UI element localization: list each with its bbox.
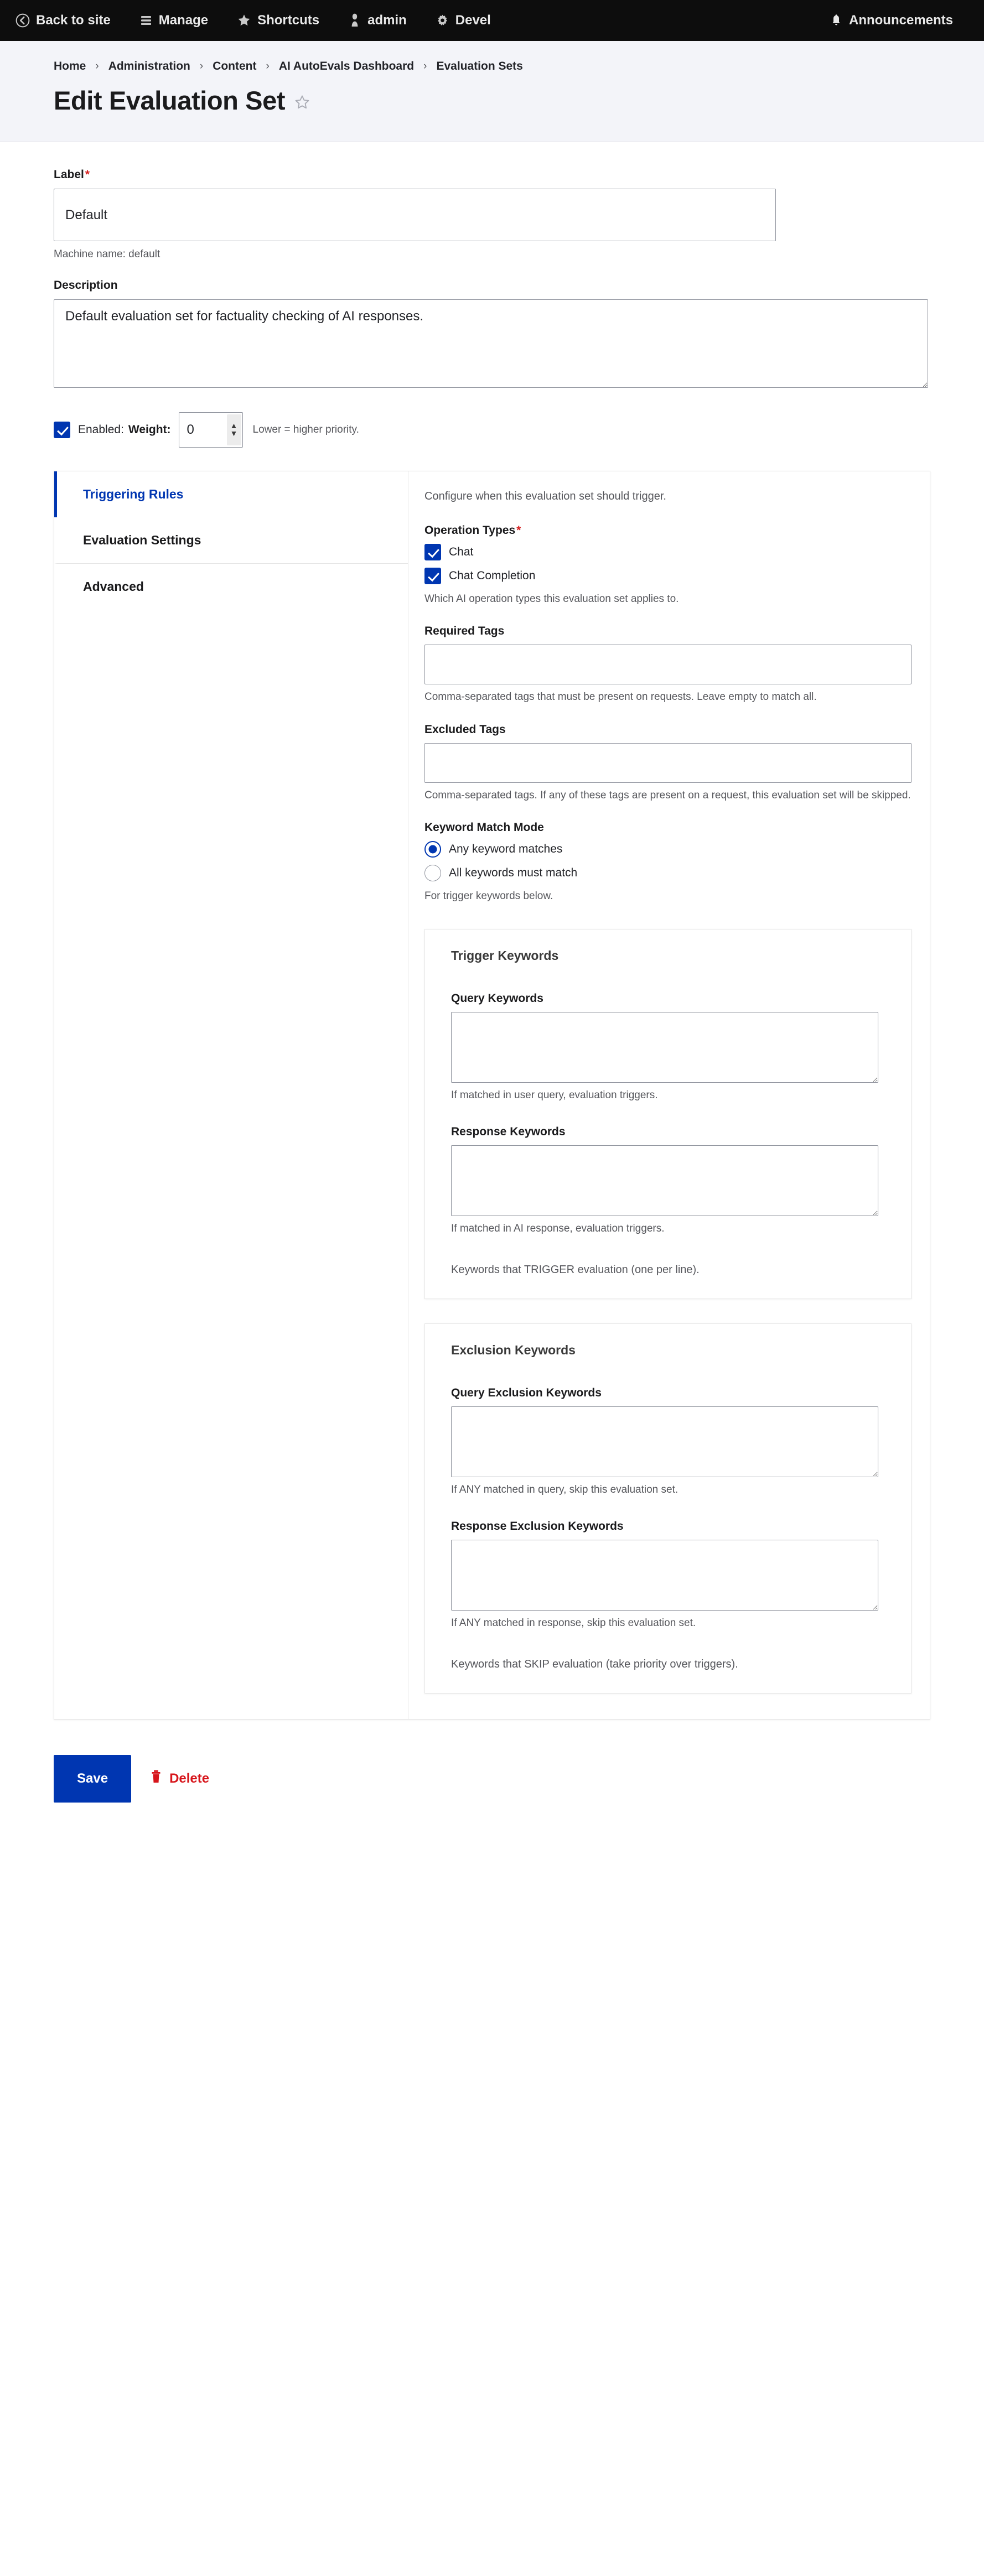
response-exclusion-keywords-textarea[interactable] xyxy=(451,1540,878,1611)
operation-types-label-text: Operation Types xyxy=(424,523,516,537)
toolbar-item-shortcuts[interactable] xyxy=(237,13,334,28)
breadcrumb-item-evaluation-sets[interactable]: Evaluation Sets xyxy=(436,60,523,72)
operation-type-option-chat-completion xyxy=(424,568,912,584)
operation-types-group xyxy=(424,524,912,607)
page-header xyxy=(0,41,984,142)
breadcrumb-separator: › xyxy=(199,60,204,72)
operation-type-chat-completion-label[interactable]: Chat Completion xyxy=(449,569,536,582)
delete-button[interactable] xyxy=(150,1769,209,1788)
operation-type-chat-checkbox[interactable] xyxy=(424,544,441,560)
delete-button-label: Delete xyxy=(169,1770,210,1786)
required-marker: * xyxy=(516,523,521,537)
enabled-weight-row xyxy=(54,412,930,448)
required-marker: * xyxy=(85,168,90,181)
breadcrumb-item-administration[interactable]: Administration xyxy=(108,60,190,72)
description-field-label: Description xyxy=(54,278,118,292)
user-icon xyxy=(348,13,361,28)
toolbar-item-label: admin xyxy=(367,13,407,28)
chevron-up-icon[interactable]: ▲ xyxy=(230,421,238,430)
panel-intro-text: Configure when this evaluation set should trigger. xyxy=(424,490,666,502)
label-field-label-text: Label xyxy=(54,168,84,181)
tab-triggering-rules[interactable]: Triggering Rules xyxy=(54,471,408,517)
form-actions xyxy=(0,1720,984,1858)
trigger-keywords-note: Keywords that TRIGGER evaluation (one per line). xyxy=(451,1263,700,1276)
excluded-tags-field xyxy=(424,723,912,804)
breadcrumb-item-ai-autoevals-dashboard[interactable]: AI AutoEvals Dashboard xyxy=(278,60,415,72)
toolbar-item-announcements[interactable] xyxy=(830,13,953,28)
breadcrumb-separator: › xyxy=(266,60,270,72)
excluded-tags-label: Excluded Tags xyxy=(424,723,506,736)
operation-types-hint: Which AI operation types this evaluation set applies to. xyxy=(424,593,679,605)
toolbar-item-back-to-site[interactable] xyxy=(15,13,125,28)
breadcrumb-separator: › xyxy=(95,60,99,72)
star-icon xyxy=(237,13,251,28)
excluded-tags-input[interactable] xyxy=(424,743,912,783)
breadcrumb-item-content[interactable]: Content xyxy=(213,60,257,72)
response-exclusion-keywords-hint: If ANY matched in response, skip this evaluation set. xyxy=(451,1617,696,1629)
breadcrumb xyxy=(54,60,984,73)
label-field-wrapper xyxy=(54,168,930,262)
star-outline-icon[interactable] xyxy=(294,94,310,111)
required-tags-input[interactable] xyxy=(424,645,912,684)
keyword-match-mode-option-all xyxy=(424,865,912,881)
toolbar-item-label: Announcements xyxy=(848,13,953,28)
trigger-keywords-legend: Trigger Keywords xyxy=(451,948,559,963)
toolbar-item-label: Devel xyxy=(455,13,491,28)
label-field-label xyxy=(54,168,930,181)
keyword-match-any-label[interactable]: Any keyword matches xyxy=(449,843,563,856)
enabled-label: Enabled: xyxy=(78,423,124,436)
trash-icon xyxy=(150,1769,162,1788)
weight-stepper xyxy=(179,412,243,448)
response-keywords-field xyxy=(451,1125,888,1237)
vertical-tabs xyxy=(54,471,930,1720)
back-arrow-icon xyxy=(15,13,30,28)
weight-hint: Lower = higher priority. xyxy=(252,423,359,435)
query-exclusion-keywords-textarea[interactable] xyxy=(451,1406,878,1477)
toolbar-item-label: Manage xyxy=(158,13,209,28)
tab-panel-triggering-rules xyxy=(408,471,934,1719)
page-title-row xyxy=(54,85,984,116)
toolbar-item-label: Back to site xyxy=(36,13,111,28)
page-title: Edit Evaluation Set xyxy=(54,86,286,115)
operation-type-option-chat xyxy=(424,544,912,560)
response-exclusion-keywords-label: Response Exclusion Keywords xyxy=(451,1520,624,1533)
excluded-tags-hint: Comma-separated tags. If any of these tags are present on a request, this evaluation set will be skipped. xyxy=(424,789,911,801)
response-keywords-textarea[interactable] xyxy=(451,1145,878,1216)
keyword-match-mode-label: Keyword Match Mode xyxy=(424,821,544,834)
tab-evaluation-settings[interactable]: Evaluation Settings xyxy=(54,517,408,564)
breadcrumb-separator: › xyxy=(423,60,427,72)
evaluation-set-form xyxy=(0,142,984,1720)
operation-type-chat-label[interactable]: Chat xyxy=(449,545,474,558)
required-tags-field xyxy=(424,625,912,705)
query-keywords-field xyxy=(451,992,888,1104)
operation-types-label xyxy=(424,524,912,537)
gear-icon xyxy=(436,14,449,28)
query-keywords-hint: If matched in user query, evaluation triggers. xyxy=(451,1089,658,1101)
exclusion-keywords-fieldset xyxy=(424,1323,912,1694)
bell-icon xyxy=(830,13,843,28)
response-keywords-label: Response Keywords xyxy=(451,1125,566,1139)
keyword-match-mode-hint: For trigger keywords below. xyxy=(424,890,553,902)
hamburger-menu-icon xyxy=(139,14,153,27)
required-tags-hint: Comma-separated tags that must be present on requests. Leave empty to match all. xyxy=(424,691,817,703)
label-input[interactable] xyxy=(54,189,776,241)
admin-toolbar xyxy=(0,0,984,41)
required-tags-label: Required Tags xyxy=(424,625,505,638)
chevron-down-icon[interactable]: ▼ xyxy=(230,429,238,438)
description-textarea[interactable] xyxy=(54,299,928,388)
keyword-match-all-radio[interactable] xyxy=(424,865,441,881)
toolbar-item-devel[interactable] xyxy=(436,13,505,28)
keyword-match-any-radio[interactable] xyxy=(424,841,441,858)
toolbar-item-admin[interactable] xyxy=(348,13,421,28)
vertical-tab-list xyxy=(54,471,408,1719)
weight-label: Weight: xyxy=(128,423,171,436)
toolbar-item-label: Shortcuts xyxy=(257,13,320,28)
keyword-match-all-label[interactable]: All keywords must match xyxy=(449,866,578,880)
breadcrumb-item-home[interactable]: Home xyxy=(54,60,86,72)
query-exclusion-keywords-hint: If ANY matched in query, skip this evaluation set. xyxy=(451,1483,679,1495)
weight-spinner[interactable] xyxy=(227,414,241,445)
keyword-match-mode-group xyxy=(424,821,912,905)
description-field-wrapper xyxy=(54,279,930,388)
operation-type-chat-completion-checkbox[interactable] xyxy=(424,568,441,584)
trigger-keywords-fieldset xyxy=(424,929,912,1299)
response-keywords-hint: If matched in AI response, evaluation triggers. xyxy=(451,1223,665,1235)
query-keywords-label: Query Keywords xyxy=(451,991,543,1005)
exclusion-keywords-legend: Exclusion Keywords xyxy=(451,1342,576,1357)
query-keywords-textarea[interactable] xyxy=(451,1012,878,1083)
query-exclusion-keywords-label: Query Exclusion Keywords xyxy=(451,1386,602,1399)
query-exclusion-keywords-field xyxy=(451,1386,888,1498)
response-exclusion-keywords-field xyxy=(451,1520,888,1632)
save-button[interactable]: Save xyxy=(54,1755,131,1803)
exclusion-keywords-note: Keywords that SKIP evaluation (take priority over triggers). xyxy=(451,1658,738,1670)
enabled-checkbox[interactable] xyxy=(54,422,70,438)
machine-name-hint: Machine name: default xyxy=(54,248,160,260)
toolbar-item-manage[interactable] xyxy=(139,13,222,28)
tab-advanced[interactable]: Advanced xyxy=(54,564,408,610)
keyword-match-mode-option-any xyxy=(424,841,912,858)
